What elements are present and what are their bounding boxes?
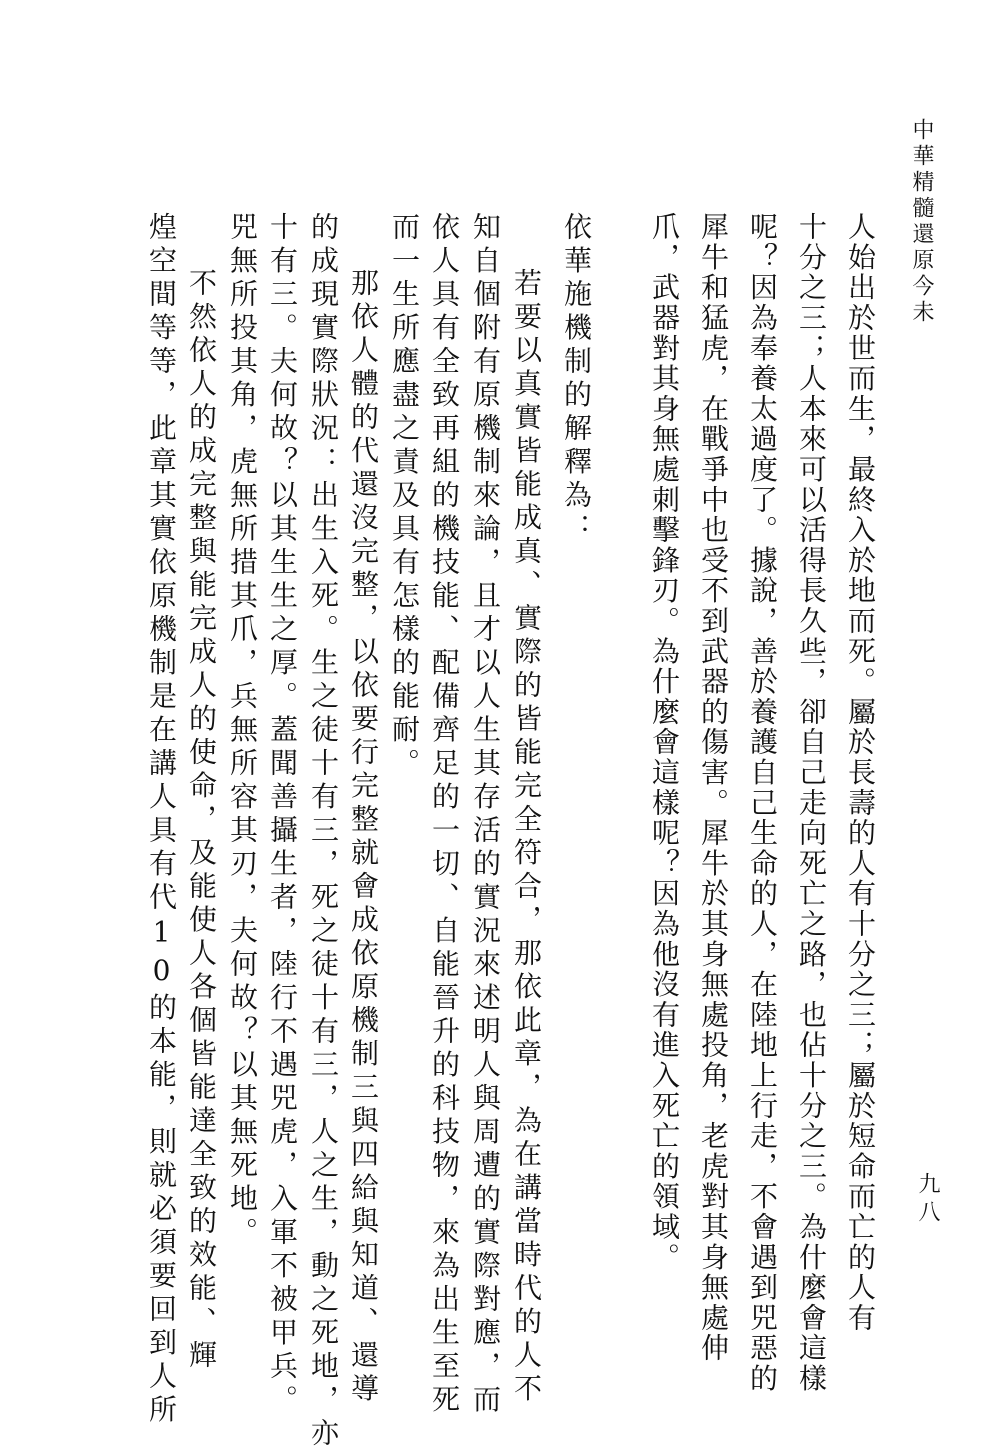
text-column-4: 犀牛和猛虎，在戰爭中也受不到武器的傷害。犀牛於其身無處投角，老虎對其身無處伸 (697, 212, 730, 1364)
text-column-12: 的成現實際狀況：出生入死。生之徒十有三，死之徒十有三，人之生，動之死地，亦 (307, 212, 340, 1452)
text-column-3: 呢？因為奉養太過度了。據說，善於養護自己生命的人，在陸地上行走，不會遇到兕惡的 (746, 212, 779, 1394)
text-column-5: 爪，武器對其身無處刺擊鋒刃。為什麼會這樣呢？因為他沒有進入死亡的領域。 (648, 212, 681, 1273)
running-head: 中華精髓還原今未 (909, 118, 934, 326)
text-column-13: 十有三。夫何故？以其生生之厚。蓋聞善攝生者，陸行不遇兕虎，入軍不被甲兵。 (266, 212, 299, 1418)
text-column-10: 而一生所應盡之責及具有怎樣的能耐。 (388, 212, 421, 782)
text-column-9: 依人具有全致再組的機技能、配備齊足的一切、自能晉升的科技物，來為出生至死 (428, 212, 461, 1418)
section-heading: 依華施機制的解釋為： (560, 212, 593, 547)
text-column-14: 兕無所投其角，虎無所措其爪，兵無所容其刃，夫何故？以其無死地。 (226, 212, 259, 1251)
text-column-11: 那依人體的代還沒完整，以依要行完整就會成依原機制三與四給與知道、還導 (347, 268, 380, 1407)
text-column-16: 煌空間等等，此章其實依原機制是在講人具有代10的本能，則就必須要回到人所 (145, 212, 178, 1428)
text-column-7: 若要以真實皆能成真、實際的皆能完全符合，那依此章，為在講當時代的人不 (510, 268, 543, 1407)
text-column-15: 不然依人的成完整與能完成人的使命，及能使人各個皆能達全致的效能、輝 (185, 268, 218, 1374)
body-text (118, 212, 877, 1452)
text-column-1: 人始出於世而生，最終入於地而死。屬於長壽的人有十分之三；屬於短命而亡的人有 (844, 212, 877, 1334)
text-column-2: 十分之三；人本來可以活得長久些，卻自己走向死亡之路，也佔十分之三。為什麼會這樣 (795, 212, 828, 1394)
page-number: 九八 (915, 1172, 940, 1228)
text-column-8: 知自個附有原機制來論，且才以人生其存活的實況來述明人與周遭的實際對應，而 (469, 212, 502, 1418)
